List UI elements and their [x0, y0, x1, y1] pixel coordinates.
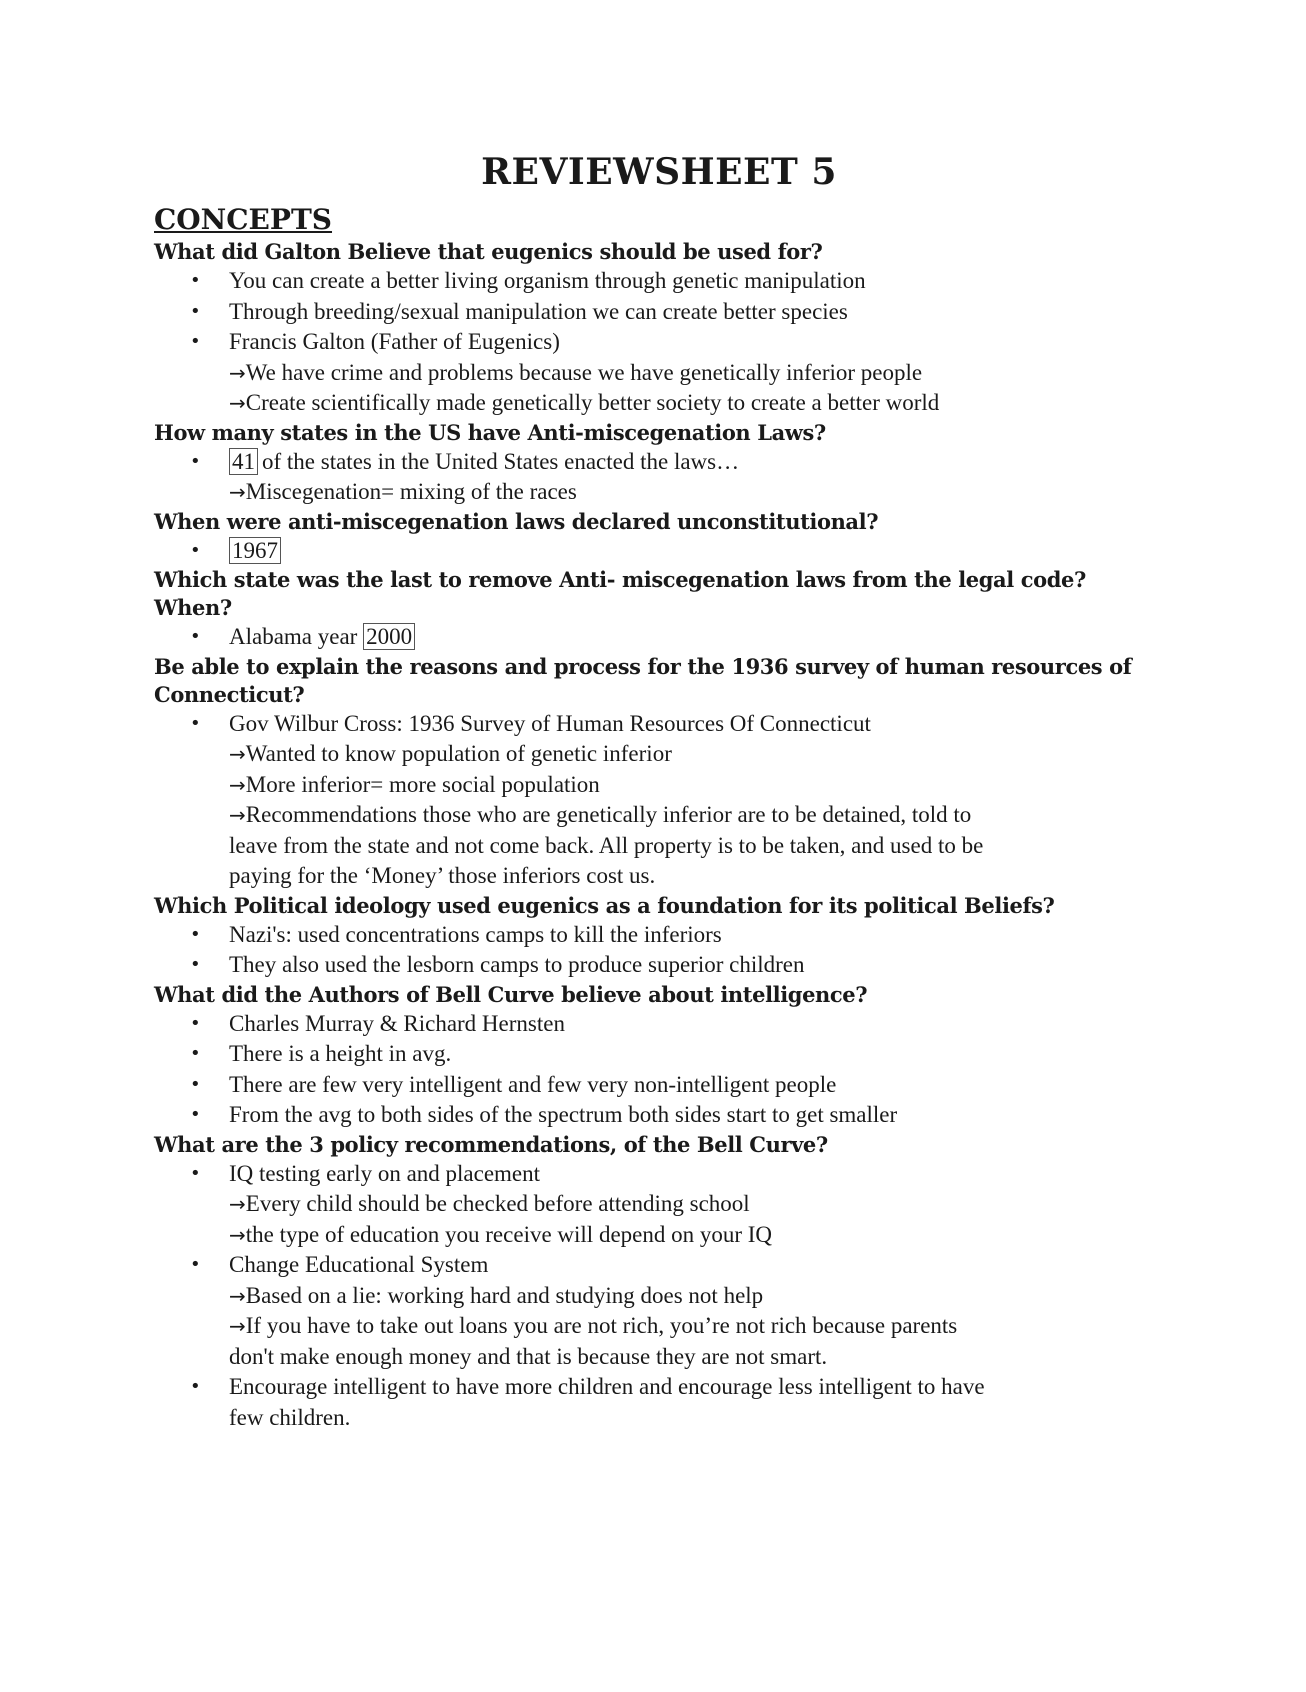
document-content: [154, 150, 1164, 1433]
arrow-icon: →: [229, 1314, 246, 1338]
sub-point: →Every child should be checked before attending school: [229, 1191, 750, 1216]
question-galton: What did Galton Believe that eugenics should be used for?: [154, 239, 823, 264]
list-item: • Gov Wilbur Cross: 1936 Survey of Human Resources Of Connecticut: [154, 709, 1164, 740]
document-title: REVIEWSHEET 5: [481, 151, 837, 193]
answer-list-policy: [154, 1159, 1164, 1190]
sub-point-continued: don't make enough money and that is because they are not smart.: [229, 1343, 828, 1369]
highlight-box: 2000: [363, 623, 415, 650]
question-last-state: Which state was the last to remove Anti- miscegenation laws from the legal code? When?: [154, 567, 1086, 620]
list-item: • They also used the lesborn camps to produce superior children: [154, 950, 1164, 981]
list-item: [154, 536, 1164, 567]
sub-point: →Recommendations those who are genetically inferior are to be detained, told to: [229, 802, 972, 827]
list-item: • Encourage intelligent to have more children and encourage less intelligent to have few children.: [154, 1372, 1164, 1433]
arrow-icon: →: [229, 360, 246, 385]
sub-point: →the type of education you receive will depend on your IQ: [229, 1221, 773, 1247]
list-item: • Through breeding/sexual manipulation we can create better species: [154, 297, 1164, 328]
list-item: • There are few very intelligent and few very non-intelligent people: [154, 1070, 1164, 1101]
list-item: • Alabama year 2000: [154, 622, 1164, 653]
question-policy-recommendations: What are the 3 policy recommendations, of the Bell Curve?: [154, 1131, 828, 1157]
sub-point: →If you have to take out loans you are not rich, you’re not rich because parents: [229, 1313, 958, 1338]
arrow-icon: →: [229, 391, 246, 415]
list-item: • IQ testing early on and placement: [154, 1159, 1164, 1190]
arrow-icon: →: [229, 803, 246, 827]
list-item: • You can create a better living organism through genetic manipulation: [154, 266, 1164, 297]
sub-point: →Create scientifically made genetically better society to create a better world: [229, 390, 940, 415]
answer-list-galton: [154, 266, 1164, 358]
sub-point: →We have crime and problems because we have genetically inferior people: [229, 359, 923, 385]
arrow-icon: →: [229, 1283, 246, 1308]
sub-point: →Wanted to know population of genetic inferior: [229, 741, 672, 766]
answer-list-ideology: [154, 920, 1164, 981]
question-unconstitutional: When were anti-miscegenation laws declared unconstitutional?: [154, 508, 879, 534]
highlight-box: 41: [229, 448, 258, 475]
arrow-icon: →: [229, 1222, 246, 1247]
list-item: • From the avg to both sides of the spectrum both sides start to get smaller: [154, 1100, 1164, 1131]
answer-list-last-state: [154, 622, 1164, 653]
section-heading-concepts: CONCEPTS: [154, 203, 333, 236]
highlight-box: 1967: [229, 537, 281, 564]
sub-point-continued: leave from the state and not come back. All property is to be taken, and used to be: [229, 832, 984, 858]
sub-point: →More inferior= more social population: [229, 771, 600, 797]
question-states-count: How many states in the US have Anti-miscegenation Laws?: [154, 419, 826, 445]
arrow-icon: →: [229, 480, 246, 504]
answer-list-states: [154, 447, 1164, 478]
list-item: • Nazi's: used concentrations camps to kill the inferiors: [154, 920, 1164, 951]
answer-list-bell-curve: [154, 1009, 1164, 1131]
sub-point: →Based on a lie: working hard and studying does not help: [229, 1282, 764, 1308]
sub-point-continued: paying for the ‘Money’ those inferiors cost us.: [229, 863, 656, 888]
answer-list-unconstitutional: [154, 536, 1164, 567]
arrow-icon: →: [229, 1192, 246, 1216]
arrow-icon: →: [229, 742, 246, 766]
question-1936-survey: Be able to explain the reasons and process for the 1936 survey of human resources of Connecticut?: [154, 653, 1132, 707]
arrow-icon: →: [229, 772, 246, 797]
question-political-ideology: Which Political ideology used eugenics as a foundation for its political Beliefs?: [154, 892, 1055, 918]
question-bell-curve-authors: What did the Authors of Bell Curve believe about intelligence?: [154, 981, 868, 1007]
answer-list-survey: [154, 709, 1164, 740]
list-item: • Charles Murray & Richard Hernsten: [154, 1009, 1164, 1040]
list-item: • Change Educational System: [154, 1250, 1164, 1281]
list-item: • Francis Galton (Father of Eugenics): [154, 327, 1164, 358]
sub-point: →Miscegenation= mixing of the races: [229, 479, 577, 504]
list-item: • 41 of the states in the United States enacted the laws…: [154, 447, 1164, 478]
list-item: • There is a height in avg.: [154, 1039, 1164, 1070]
